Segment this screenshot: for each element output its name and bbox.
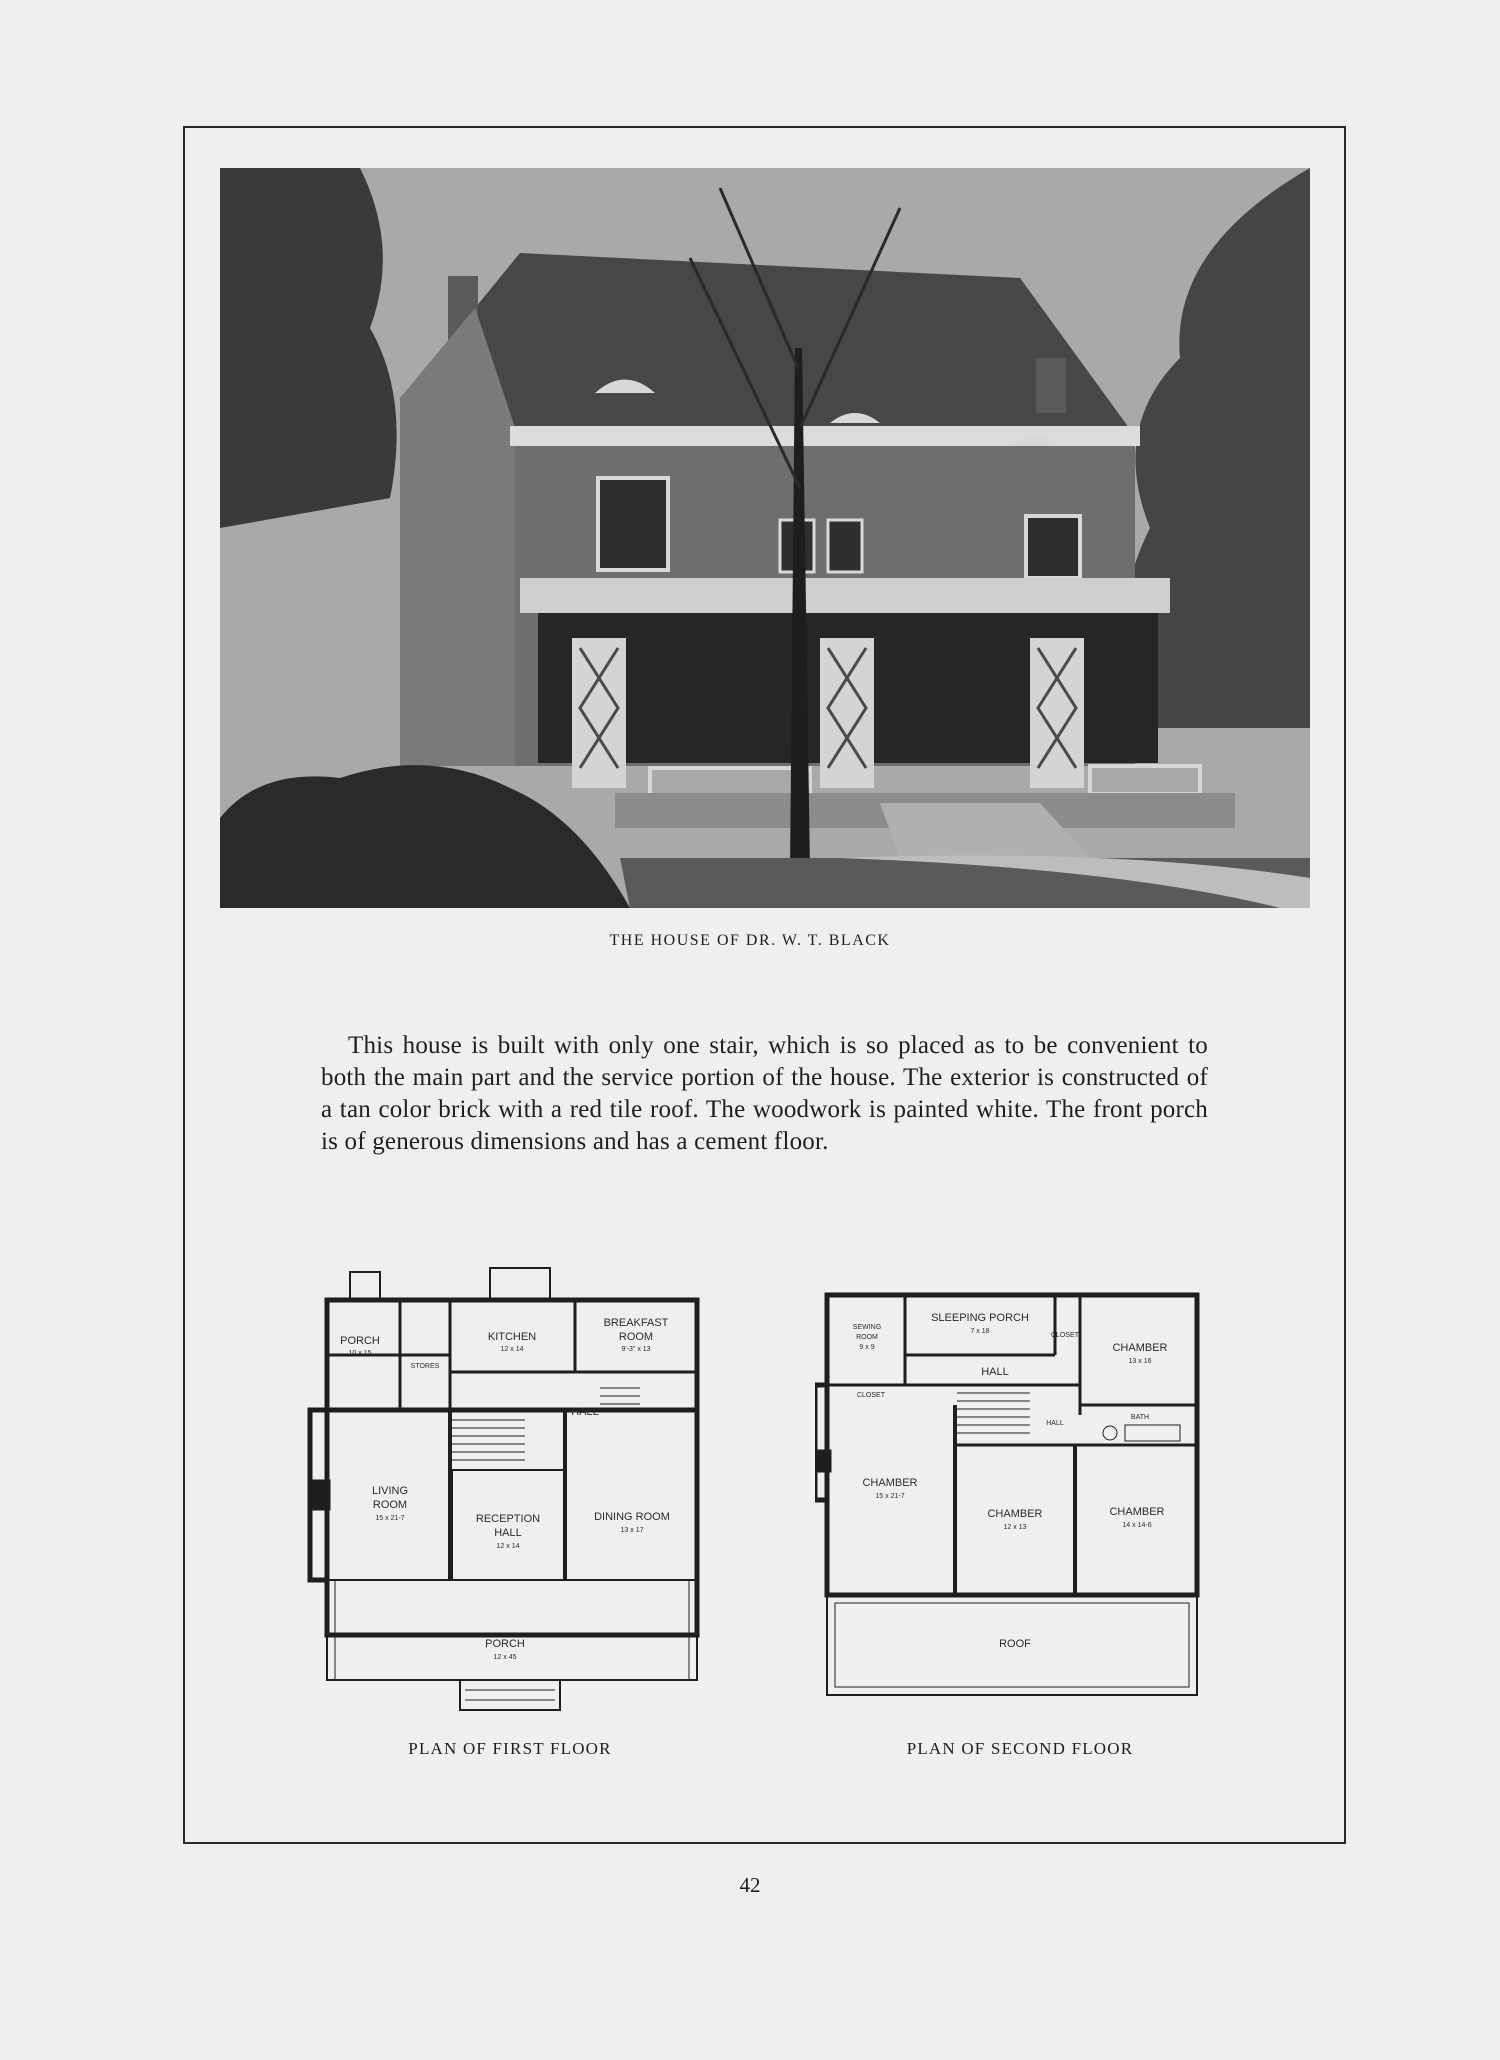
room-breakfast-room: ROOM [618, 1331, 654, 1343]
description-paragraph: This house is built with only one stair, which is so placed as to be convenient to both the main part and the service portion of the house. The exterior is constructed of a tan color brick with a red tile roof. The woodwork is painted white. The front porch is of generous dimensions and has a cement floor. [321, 1032, 1208, 1155]
dim-chamber-ne: 13 x 16 [1128, 1358, 1152, 1365]
dim-chamber-c: 12 x 13 [1003, 1524, 1027, 1531]
second-floor-label: PLAN OF SECOND FLOOR [906, 1739, 1134, 1758]
room-hall-mid: HALL [1046, 1420, 1064, 1427]
room-porch-front: PORCH [485, 1638, 525, 1650]
photo-caption: THE HOUSE OF DR. W. T. BLACK [609, 932, 891, 949]
room-sleeping-porch: SLEEPING PORCH [931, 1312, 1029, 1324]
room-reception-hall: HALL [494, 1527, 522, 1539]
dim-chamber-w: 15 x 21-7 [875, 1493, 905, 1500]
room-porch-side: PORCH [340, 1335, 380, 1347]
room-bath: BATH [1130, 1414, 1150, 1421]
room-roof: ROOF [999, 1638, 1031, 1650]
room-chamber-w: CHAMBER [862, 1477, 918, 1489]
second-floor-plan [815, 1285, 1215, 1705]
room-kitchen: KITCHEN [487, 1331, 537, 1343]
room-chamber-ne: CHAMBER [1112, 1342, 1168, 1354]
page-number: 42 [739, 1873, 761, 1897]
room-reception: RECEPTION [475, 1513, 541, 1525]
room-hall-upper: HALL [981, 1366, 1009, 1378]
dim-porch-front: 12 x 45 [493, 1654, 517, 1661]
dim-porch-side: 10 x 15 [348, 1350, 372, 1357]
dim-sleeping: 7 x 18 [970, 1328, 990, 1335]
room-closet-2: CLOSET [1050, 1332, 1080, 1339]
dim-reception: 12 x 14 [496, 1543, 520, 1550]
room-hall: HALL [571, 1406, 599, 1418]
first-floor-plan [300, 1260, 710, 1720]
room-sewing: SEWING [852, 1324, 882, 1331]
room-dining: DINING ROOM [594, 1511, 670, 1523]
dim-chamber-e: 14 x 14-6 [1122, 1522, 1152, 1529]
room-breakfast: BREAKFAST [603, 1317, 669, 1329]
room-stores: STORES [410, 1363, 440, 1370]
room-chamber-e: CHAMBER [1109, 1506, 1165, 1518]
dim-living: 15 x 21-7 [375, 1515, 405, 1522]
dim-dining: 13 x 17 [620, 1527, 644, 1534]
first-floor-label: PLAN OF FIRST FLOOR [408, 1739, 612, 1758]
room-closet-1: CLOSET [856, 1392, 886, 1399]
room-living: LIVING [371, 1485, 409, 1497]
dim-breakfast: 9'-3" x 13 [621, 1346, 651, 1353]
dim-sewing: 9 x 9 [859, 1344, 875, 1351]
house-photograph [220, 168, 1310, 908]
room-chamber-c: CHAMBER [987, 1508, 1043, 1520]
room-living-room: ROOM [372, 1499, 408, 1511]
dim-kitchen: 12 x 14 [500, 1346, 524, 1353]
room-sewing-room: ROOM [856, 1334, 878, 1341]
